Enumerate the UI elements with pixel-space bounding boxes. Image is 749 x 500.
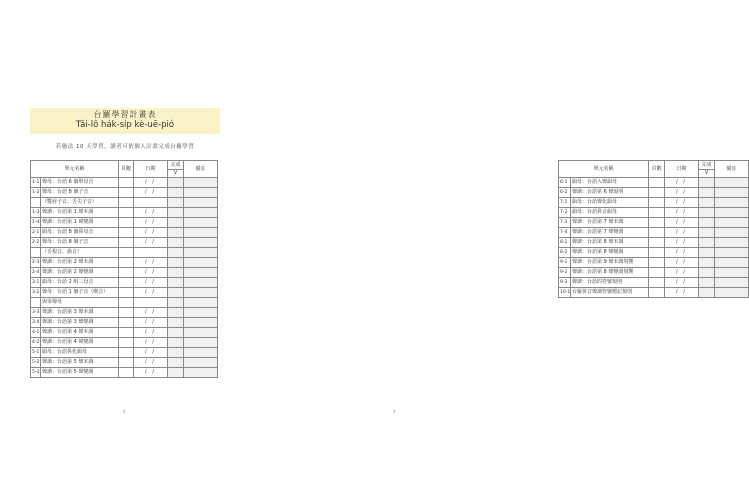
date-cell: / / [134, 358, 168, 368]
pages-cell [649, 228, 665, 238]
date-cell: / / [134, 338, 168, 348]
unit-number: 7-3 [559, 218, 571, 228]
unit-number: 7-2 [559, 208, 571, 218]
pages-cell [119, 308, 134, 318]
date-cell: / / [665, 288, 699, 298]
remark-cell [184, 238, 218, 248]
pages-cell [119, 358, 134, 368]
unit-number: 9-1 [559, 258, 571, 268]
table-row [31, 208, 218, 218]
date-cell: / / [665, 238, 699, 248]
unit-number: 4-1 [31, 328, 41, 338]
header-remark: 備註 [184, 161, 218, 178]
table-row [31, 348, 218, 358]
table-row [559, 208, 749, 218]
remark-cell [184, 248, 218, 258]
remark-cell [184, 278, 218, 288]
unit-name: 聲母：台語 1 個子音（喉音） [41, 288, 119, 298]
unit-number: 1-1 [31, 178, 41, 188]
unit-name: 聲調：台語第 9 聲本調規響 [571, 258, 649, 268]
remark-cell [715, 188, 749, 198]
table-row [559, 178, 749, 188]
unit-name: 聲調：台語第 1 聲變調 [41, 218, 119, 228]
unit-name: 聲調：台語第 2 聲變調 [41, 268, 119, 278]
date-cell: / / [134, 278, 168, 288]
intro-note: 若施法 10 天學習，讀者可依個人計畫完成台羅學習 [55, 144, 195, 150]
date-cell: / / [665, 198, 699, 208]
pages-cell [119, 258, 134, 268]
remark-cell [715, 218, 749, 228]
unit-number [31, 298, 41, 308]
unit-name: 聲調：台語第 8 聲本調 [571, 238, 649, 248]
table-row [31, 338, 218, 348]
unit-number: 8-1 [559, 238, 571, 248]
unit-name: 韻母：台語鼻音韻母 [571, 208, 649, 218]
table-row [31, 198, 218, 208]
done-checkbox-cell [168, 368, 184, 378]
date-cell: / / [134, 218, 168, 228]
remark-cell [715, 238, 749, 248]
unit-number: 1-2 [31, 188, 41, 198]
pages-cell [649, 208, 665, 218]
unit-number: 2-3 [31, 258, 41, 268]
done-checkbox-cell [168, 208, 184, 218]
remark-cell [184, 268, 218, 278]
date-cell: / / [134, 328, 168, 338]
done-checkbox-cell [699, 188, 715, 198]
unit-name: 聲調：台語第 6 聲說明 [571, 188, 649, 198]
table-row [559, 258, 749, 268]
pages-cell [119, 288, 134, 298]
remark-cell [715, 228, 749, 238]
pages-cell [649, 198, 665, 208]
page-title-romanized: Tâi-lô hák-si̍p kè-uē-pió [75, 120, 175, 130]
done-checkbox-cell [168, 268, 184, 278]
header-done-mark: V [168, 170, 184, 178]
unit-name: 聲母：台語 6 個單母音 [41, 178, 119, 188]
done-checkbox-cell [168, 188, 184, 198]
remark-cell [184, 198, 218, 208]
unit-number: 4-2 [31, 338, 41, 348]
pages-cell [649, 218, 665, 228]
unit-name: 聲調：台語第 4 聲變調 [41, 338, 119, 348]
unit-name: 台羅拼音聲調符號標記規則 [571, 288, 649, 298]
remark-cell [184, 338, 218, 348]
unit-name: 聲調：台語第 5 聲變調 [41, 368, 119, 378]
remark-cell [184, 358, 218, 368]
unit-name: 聲母：台語 8 個子音 [41, 238, 119, 248]
date-cell: / / [665, 268, 699, 278]
page-number-left: 8 [123, 409, 126, 414]
pages-cell [119, 268, 134, 278]
done-checkbox-cell [168, 278, 184, 288]
remark-cell [184, 178, 218, 188]
left-page [0, 0, 260, 500]
date-cell: / / [665, 258, 699, 268]
table-row [559, 268, 749, 278]
table-row [31, 298, 218, 308]
unit-number: 3-2 [31, 288, 41, 298]
unit-name: 韻母：台語 8 個鼻母音 [41, 228, 119, 238]
date-cell: / / [665, 208, 699, 218]
unit-name: 聲調：台語第 7 聲本調 [571, 218, 649, 228]
date-cell [134, 198, 168, 208]
unit-number: 2-4 [31, 268, 41, 278]
done-checkbox-cell [168, 358, 184, 368]
date-cell: / / [134, 238, 168, 248]
remark-cell [184, 218, 218, 228]
pages-cell [119, 318, 134, 328]
done-checkbox-cell [699, 198, 715, 208]
remark-cell [184, 368, 218, 378]
table-row [31, 238, 218, 248]
done-checkbox-cell [168, 328, 184, 338]
header-pages: 頁數 [119, 161, 134, 178]
table-row [559, 218, 749, 228]
done-checkbox-cell [699, 258, 715, 268]
table-row [31, 328, 218, 338]
unit-number [31, 198, 41, 208]
table-row [559, 198, 749, 208]
unit-number: 7-1 [559, 198, 571, 208]
pages-cell [119, 338, 134, 348]
pages-cell [649, 258, 665, 268]
remark-cell [184, 308, 218, 318]
remark-cell [715, 268, 749, 278]
table-row [31, 278, 218, 288]
pages-cell [649, 238, 665, 248]
pages-cell [119, 198, 134, 208]
unit-number: 5-2 [31, 358, 41, 368]
pages-cell [119, 368, 134, 378]
table-row [31, 218, 218, 228]
header-done: 完成 [168, 161, 184, 170]
remark-cell [184, 288, 218, 298]
table-row [559, 238, 749, 248]
date-cell: / / [665, 218, 699, 228]
date-cell: / / [134, 268, 168, 278]
table-row [559, 278, 749, 288]
remark-cell [184, 298, 218, 308]
remark-cell [715, 248, 749, 258]
done-checkbox-cell [168, 248, 184, 258]
header-date: 日期 [134, 161, 168, 178]
remark-cell [184, 348, 218, 358]
table-row [31, 258, 218, 268]
table-header-row [559, 161, 749, 170]
date-cell: / / [665, 228, 699, 238]
date-cell: / / [134, 178, 168, 188]
unit-name: 聲調：台語第 3 聲變調 [41, 318, 119, 328]
done-checkbox-cell [699, 238, 715, 248]
table-row [31, 228, 218, 238]
header-unit-name: 單元名稱 [31, 161, 119, 178]
done-checkbox-cell [699, 288, 715, 298]
pages-cell [119, 278, 134, 288]
date-cell: / / [134, 368, 168, 378]
remark-cell [715, 198, 749, 208]
done-checkbox-cell [168, 338, 184, 348]
done-checkbox-cell [168, 298, 184, 308]
pages-cell [649, 268, 665, 278]
table-row [31, 178, 218, 188]
pages-cell [649, 188, 665, 198]
unit-number: 7-4 [559, 228, 571, 238]
pages-cell [649, 288, 665, 298]
remark-cell [184, 208, 218, 218]
unit-name: 韻母：台語 2 組三母音 [41, 278, 119, 288]
unit-number: 3-3 [31, 308, 41, 318]
remark-cell [184, 188, 218, 198]
unit-number: 5-3 [31, 368, 41, 378]
done-checkbox-cell [168, 218, 184, 228]
date-cell: / / [134, 348, 168, 358]
unit-number: 6-2 [559, 188, 571, 198]
table-row [31, 308, 218, 318]
date-cell: / / [665, 178, 699, 188]
unit-number: 8-2 [559, 248, 571, 258]
remark-cell [715, 278, 749, 288]
unit-name: 聲調：台語第 8 聲變調規響 [571, 268, 649, 278]
date-cell [134, 248, 168, 258]
date-cell [134, 298, 168, 308]
unit-name: 聲調：台語第 7 聲變調 [571, 228, 649, 238]
remark-cell [715, 258, 749, 268]
date-cell: / / [665, 278, 699, 288]
table-row [31, 268, 218, 278]
header-done: 完成 [699, 161, 715, 170]
table-row [31, 288, 218, 298]
remark-cell [715, 208, 749, 218]
table-row [559, 228, 749, 238]
done-checkbox-cell [168, 318, 184, 328]
unit-name: 聲母：台語 8 個子音 [41, 188, 119, 198]
table-row [559, 288, 749, 298]
unit-name: （雙唇子音、舌尖子音） [41, 198, 119, 208]
pages-cell [119, 348, 134, 358]
unit-number: 3-4 [31, 318, 41, 328]
unit-number: 2-2 [31, 238, 41, 248]
header-unit-name: 單元名稱 [559, 161, 649, 178]
unit-name: （舌根音、齒音） [41, 248, 119, 258]
study-plan-table-left [30, 160, 218, 378]
pages-cell [119, 328, 134, 338]
done-checkbox-cell [699, 218, 715, 228]
unit-name: 聲調：台語第 1 聲本調 [41, 208, 119, 218]
unit-number: 6-1 [559, 178, 571, 188]
unit-name: 聲調：台語第 8 聲變調 [571, 248, 649, 258]
pages-cell [119, 188, 134, 198]
unit-name: 聲調：台語第 3 聲本調 [41, 308, 119, 318]
unit-name: 聲調：台語的符號規則 [571, 278, 649, 288]
header-date: 日期 [665, 161, 699, 178]
pages-cell [119, 248, 134, 258]
right-page [260, 0, 737, 500]
done-checkbox-cell [168, 308, 184, 318]
unit-name: 韻母：台語鼻化韻母 [41, 348, 119, 358]
header-pages: 頁數 [649, 161, 665, 178]
done-checkbox-cell [168, 228, 184, 238]
pages-cell [119, 208, 134, 218]
pages-cell [119, 178, 134, 188]
unit-name: 聲調：台語第 5 聲本調 [41, 358, 119, 368]
page-title: 台羅學習計畫表 [93, 110, 157, 119]
pages-cell [649, 278, 665, 288]
done-checkbox-cell [699, 268, 715, 278]
unit-number: 1-3 [31, 208, 41, 218]
unit-number: 10-1 [559, 288, 571, 298]
unit-name: 與零聲母 [41, 298, 119, 308]
done-checkbox-cell [168, 258, 184, 268]
done-checkbox-cell [168, 198, 184, 208]
table-row [31, 358, 218, 368]
pages-cell [119, 238, 134, 248]
unit-number: 5-1 [31, 348, 41, 358]
date-cell: / / [134, 318, 168, 328]
date-cell: / / [134, 228, 168, 238]
table-row [31, 318, 218, 328]
unit-number: 9-2 [559, 268, 571, 278]
date-cell: / / [134, 188, 168, 198]
unit-number: 2-1 [31, 228, 41, 238]
done-checkbox-cell [699, 208, 715, 218]
pages-cell [649, 248, 665, 258]
date-cell: / / [134, 258, 168, 268]
remark-cell [184, 228, 218, 238]
done-checkbox-cell [168, 348, 184, 358]
study-plan-table-right [558, 160, 749, 298]
unit-name: 韻母：台語入聲韻母 [571, 178, 649, 188]
table-row [31, 248, 218, 258]
header-done-mark: V [699, 170, 715, 178]
remark-cell [715, 288, 749, 298]
unit-number [31, 248, 41, 258]
unit-name: 聲調：台語第 4 聲本調 [41, 328, 119, 338]
unit-number: 3-1 [31, 278, 41, 288]
header-remark: 備註 [715, 161, 749, 178]
page-number-right: 9 [393, 409, 396, 414]
done-checkbox-cell [168, 178, 184, 188]
unit-name: 韻母：台語聲化韻母 [571, 198, 649, 208]
date-cell: / / [134, 288, 168, 298]
date-cell: / / [134, 208, 168, 218]
done-checkbox-cell [168, 238, 184, 248]
remark-cell [184, 328, 218, 338]
pages-cell [119, 218, 134, 228]
table-row [559, 188, 749, 198]
table-header-row [31, 161, 218, 170]
done-checkbox-cell [699, 228, 715, 238]
table-row [31, 188, 218, 198]
done-checkbox-cell [699, 278, 715, 288]
done-checkbox-cell [699, 248, 715, 258]
date-cell: / / [134, 308, 168, 318]
unit-number: 1-4 [31, 218, 41, 228]
date-cell: / / [665, 188, 699, 198]
table-row [559, 248, 749, 258]
pages-cell [119, 228, 134, 238]
pages-cell [119, 298, 134, 308]
done-checkbox-cell [168, 288, 184, 298]
pages-cell [649, 178, 665, 188]
remark-cell [184, 318, 218, 328]
table-row [31, 368, 218, 378]
remark-cell [715, 178, 749, 188]
unit-number: 9-3 [559, 278, 571, 288]
remark-cell [184, 258, 218, 268]
date-cell: / / [665, 248, 699, 258]
done-checkbox-cell [699, 178, 715, 188]
unit-name: 聲調：台語第 2 聲本調 [41, 258, 119, 268]
